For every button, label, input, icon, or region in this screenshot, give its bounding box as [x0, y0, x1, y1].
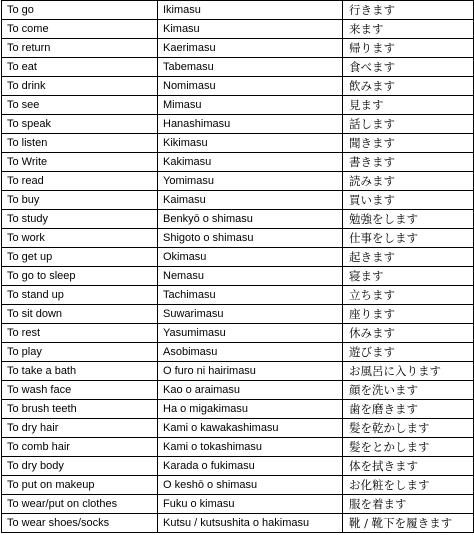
table-row	[2, 96, 474, 115]
japanese-cell: 読みます	[343, 172, 474, 191]
japanese-cell: 仕事をします	[343, 229, 474, 248]
english-cell: To take a bath	[2, 362, 158, 381]
english-cell: To dry hair	[2, 419, 158, 438]
romaji-cell: O furo ni hairimasu	[158, 362, 343, 381]
table-row	[2, 438, 474, 457]
english-cell: To study	[2, 210, 158, 229]
table-row	[2, 343, 474, 362]
romaji-cell: Tachimasu	[158, 286, 343, 305]
table-row	[2, 514, 474, 533]
english-cell: To comb hair	[2, 438, 158, 457]
japanese-cell: 立ちます	[343, 286, 474, 305]
table-row	[2, 172, 474, 191]
english-cell: To put on makeup	[2, 476, 158, 495]
table-row	[2, 58, 474, 77]
romaji-cell: Kimasu	[158, 20, 343, 39]
romaji-cell: Kao o araimasu	[158, 381, 343, 400]
english-cell: To drink	[2, 77, 158, 96]
japanese-cell: 飲みます	[343, 77, 474, 96]
table-row	[2, 20, 474, 39]
japanese-cell: 帰ります	[343, 39, 474, 58]
japanese-cell: 買います	[343, 191, 474, 210]
english-cell: To return	[2, 39, 158, 58]
japanese-cell: 行きます	[343, 1, 474, 20]
english-cell: To wash face	[2, 381, 158, 400]
english-cell: To see	[2, 96, 158, 115]
table-row	[2, 39, 474, 58]
english-cell: To listen	[2, 134, 158, 153]
table-row	[2, 476, 474, 495]
table-row	[2, 1, 474, 20]
english-cell: To wear/put on clothes	[2, 495, 158, 514]
romaji-cell: Yomimasu	[158, 172, 343, 191]
romaji-cell: Nemasu	[158, 267, 343, 286]
table-row	[2, 400, 474, 419]
japanese-cell: 休みます	[343, 324, 474, 343]
romaji-cell: Kakimasu	[158, 153, 343, 172]
romaji-cell: Mimasu	[158, 96, 343, 115]
romaji-cell: Yasumimasu	[158, 324, 343, 343]
romaji-cell: Shigoto o shimasu	[158, 229, 343, 248]
english-cell: To sit down	[2, 305, 158, 324]
romaji-cell: Ha o migakimasu	[158, 400, 343, 419]
english-cell: To come	[2, 20, 158, 39]
english-cell: To go to sleep	[2, 267, 158, 286]
table-row	[2, 77, 474, 96]
english-cell: To go	[2, 1, 158, 20]
table-row	[2, 229, 474, 248]
romaji-cell: Suwarimasu	[158, 305, 343, 324]
japanese-cell: 見ます	[343, 96, 474, 115]
romaji-cell: Kami o tokashimasu	[158, 438, 343, 457]
vocabulary-table	[1, 0, 474, 533]
table-row	[2, 362, 474, 381]
vocabulary-table-body	[2, 1, 474, 533]
romaji-cell: Nomimasu	[158, 77, 343, 96]
romaji-cell: Okimasu	[158, 248, 343, 267]
japanese-cell: 書きます	[343, 153, 474, 172]
table-row	[2, 153, 474, 172]
japanese-cell: 話します	[343, 115, 474, 134]
japanese-cell: 起きます	[343, 248, 474, 267]
english-cell: To play	[2, 343, 158, 362]
japanese-cell: 服を着ます	[343, 495, 474, 514]
table-row	[2, 305, 474, 324]
japanese-cell: 体を拭きます	[343, 457, 474, 476]
japanese-cell: 座ります	[343, 305, 474, 324]
table-row	[2, 381, 474, 400]
table-row	[2, 191, 474, 210]
romaji-cell: Fuku o kimasu	[158, 495, 343, 514]
japanese-cell: 食べます	[343, 58, 474, 77]
japanese-cell: 勉強をします	[343, 210, 474, 229]
romaji-cell: Tabemasu	[158, 58, 343, 77]
japanese-cell: お化粧をします	[343, 476, 474, 495]
japanese-cell: 顔を洗います	[343, 381, 474, 400]
japanese-cell: 聞きます	[343, 134, 474, 153]
romaji-cell: Kami o kawakashimasu	[158, 419, 343, 438]
english-cell: To wear shoes/socks	[2, 514, 158, 533]
english-cell: To speak	[2, 115, 158, 134]
english-cell: To work	[2, 229, 158, 248]
japanese-cell: 遊びます	[343, 343, 474, 362]
romaji-cell: O keshō o shimasu	[158, 476, 343, 495]
table-row	[2, 248, 474, 267]
romaji-cell: Kutsu / kutsushita o hakimasu	[158, 514, 343, 533]
english-cell: To read	[2, 172, 158, 191]
romaji-cell: Benkyō o shimasu	[158, 210, 343, 229]
romaji-cell: Kaerimasu	[158, 39, 343, 58]
table-row	[2, 286, 474, 305]
japanese-cell: 髪を乾かします	[343, 419, 474, 438]
romaji-cell: Kaimasu	[158, 191, 343, 210]
romaji-cell: Asobimasu	[158, 343, 343, 362]
table-row	[2, 134, 474, 153]
romaji-cell: Ikimasu	[158, 1, 343, 20]
japanese-cell: 靴 / 靴下を履きます	[343, 514, 474, 533]
english-cell: To rest	[2, 324, 158, 343]
table-row	[2, 495, 474, 514]
table-row	[2, 419, 474, 438]
table-row	[2, 324, 474, 343]
japanese-cell: 髪をとかします	[343, 438, 474, 457]
english-cell: To brush teeth	[2, 400, 158, 419]
table-row	[2, 457, 474, 476]
japanese-cell: 歯を磨きます	[343, 400, 474, 419]
english-cell: To Write	[2, 153, 158, 172]
romaji-cell: Kikimasu	[158, 134, 343, 153]
romaji-cell: Hanashimasu	[158, 115, 343, 134]
english-cell: To dry body	[2, 457, 158, 476]
japanese-cell: 寝ます	[343, 267, 474, 286]
table-row	[2, 267, 474, 286]
english-cell: To buy	[2, 191, 158, 210]
english-cell: To eat	[2, 58, 158, 77]
romaji-cell: Karada o fukimasu	[158, 457, 343, 476]
english-cell: To stand up	[2, 286, 158, 305]
table-row	[2, 210, 474, 229]
japanese-cell: お風呂に入ります	[343, 362, 474, 381]
japanese-cell: 来ます	[343, 20, 474, 39]
table-row	[2, 115, 474, 134]
english-cell: To get up	[2, 248, 158, 267]
